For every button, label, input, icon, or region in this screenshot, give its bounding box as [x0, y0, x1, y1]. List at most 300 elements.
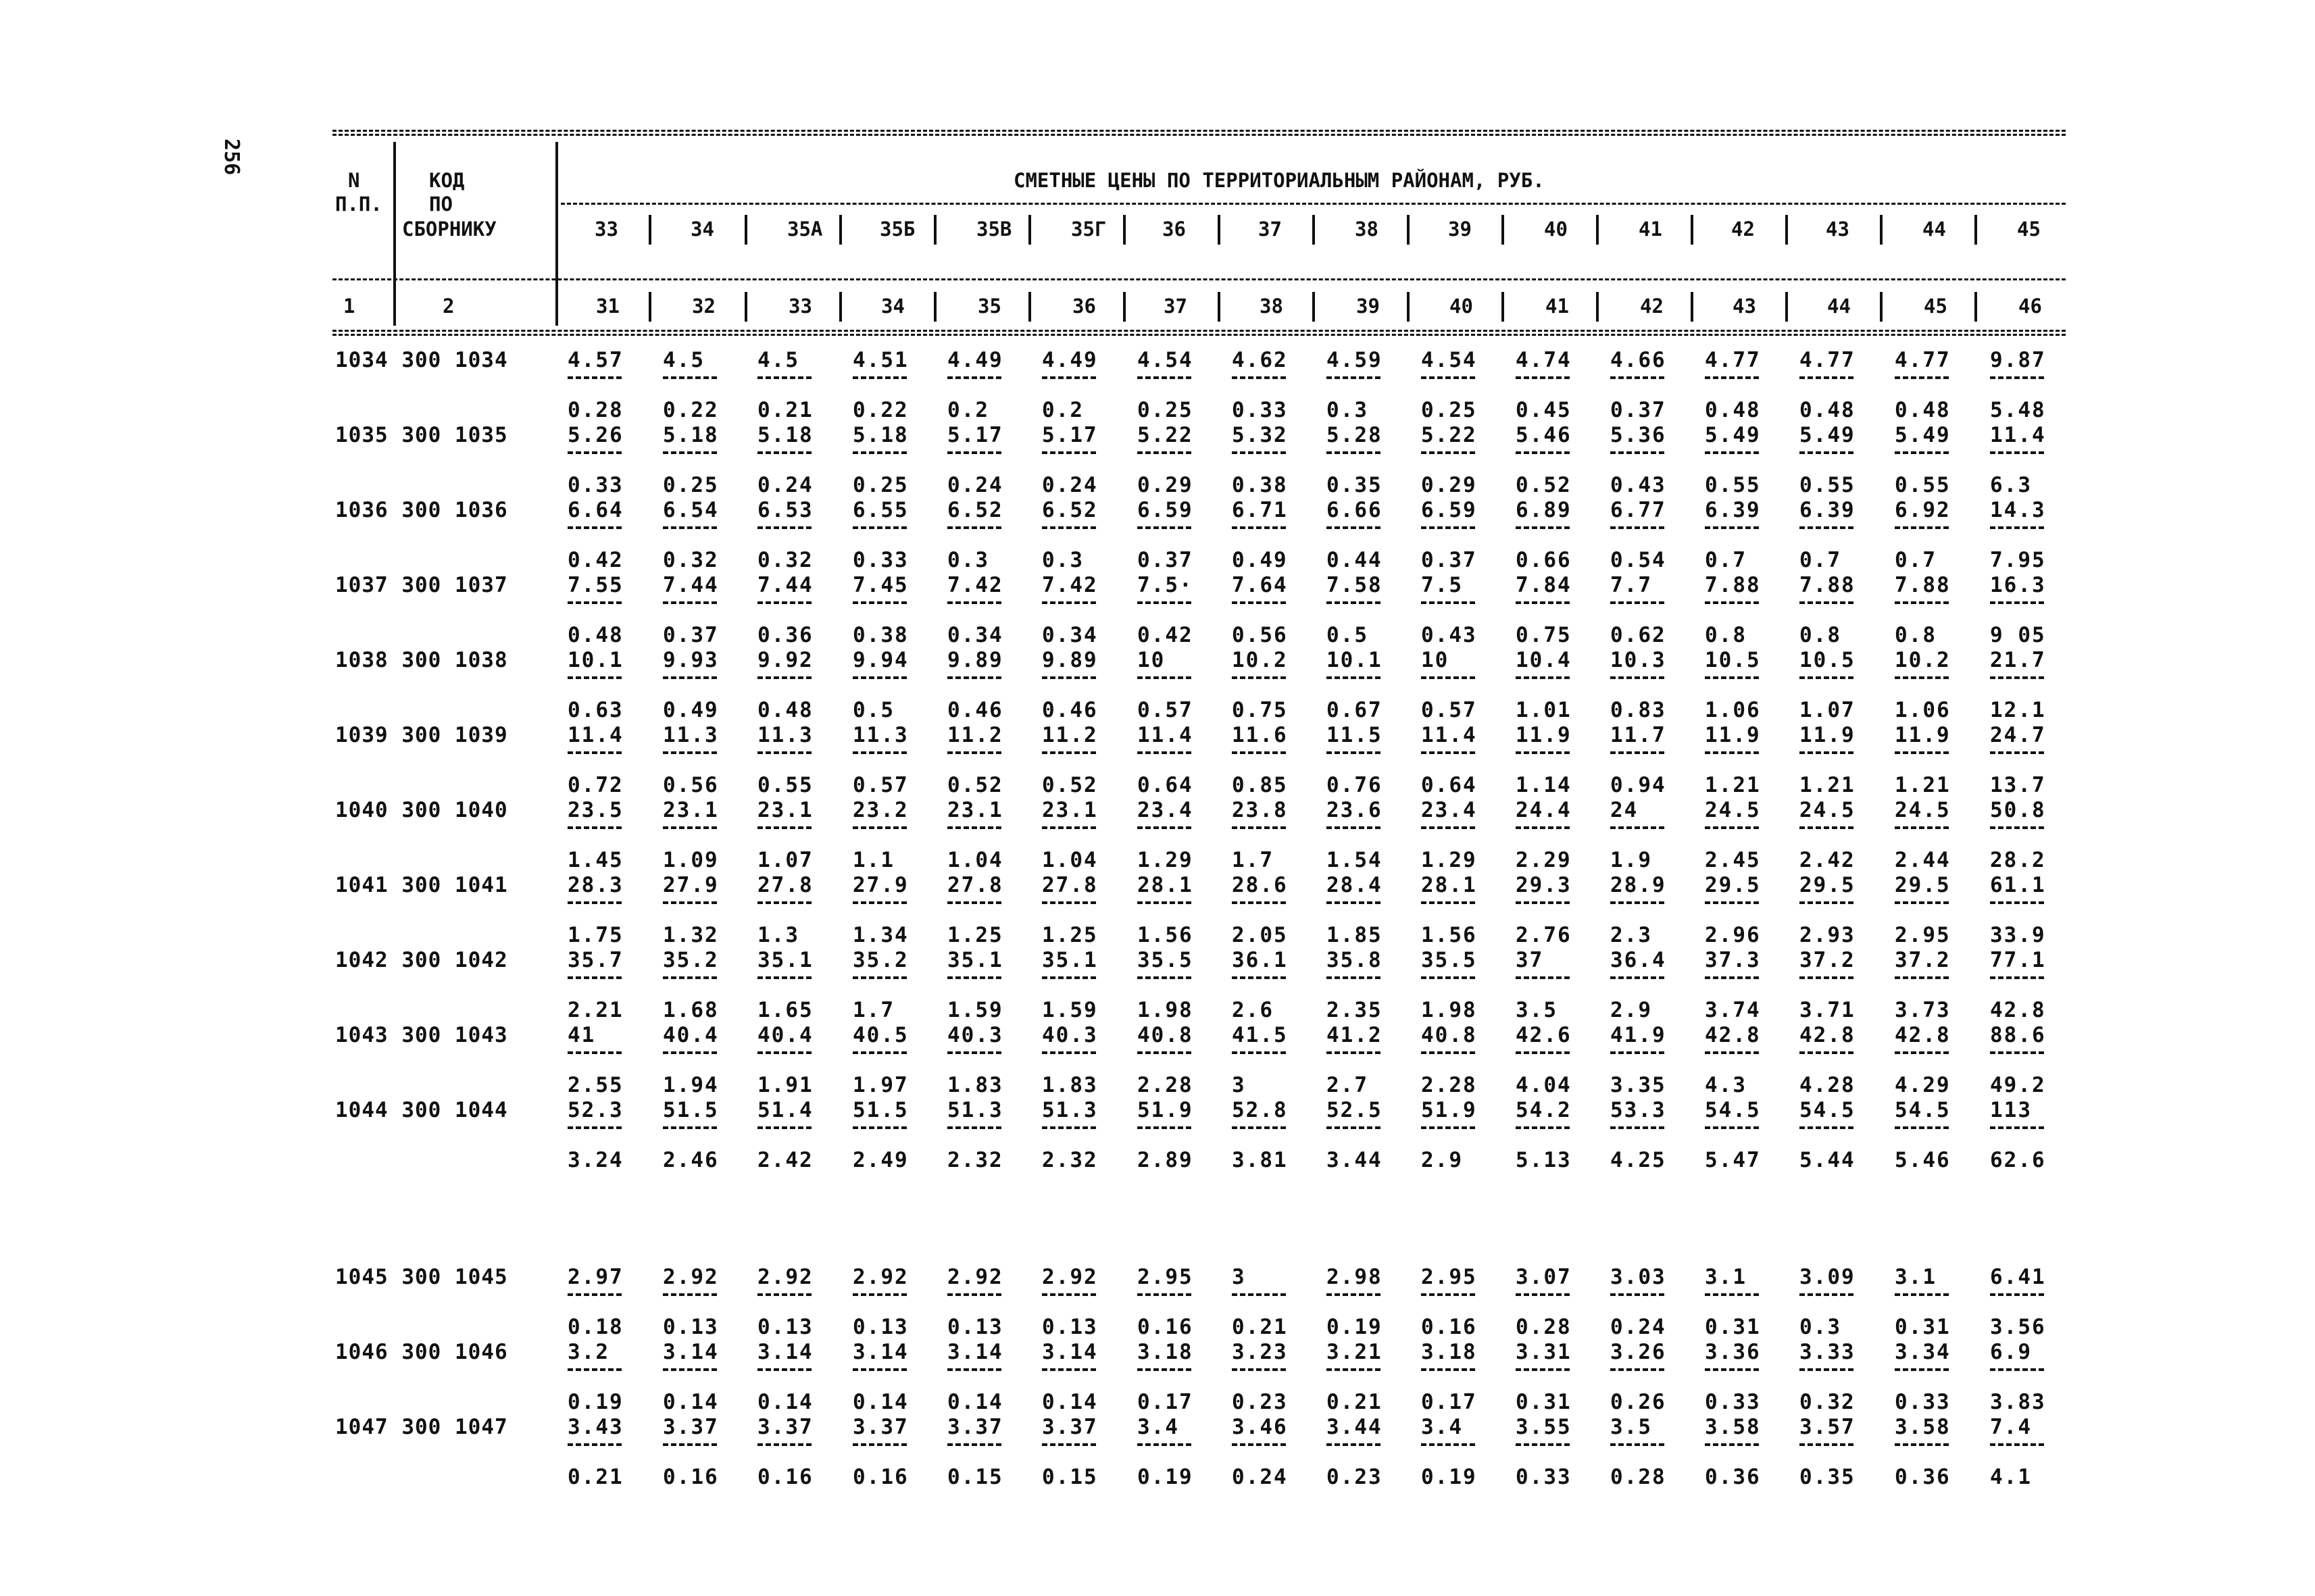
fraction-rule — [1705, 1051, 1759, 1054]
price-cell: 1.85 — [1326, 923, 1383, 947]
price-cell: 35.1 — [1042, 948, 1098, 972]
price-cell: 51.9 — [1421, 1098, 1477, 1122]
region-divider — [1974, 215, 1977, 245]
row-code: 1036 300 1036 — [335, 498, 508, 522]
price-cell: 11.4 — [568, 723, 624, 747]
price-cell: 0.7 — [1895, 548, 1937, 572]
price-cell: 2.3 — [1610, 923, 1652, 947]
price-cell: 2.35 — [1326, 998, 1383, 1022]
price-cell: 4.74 — [1516, 348, 1572, 372]
price-cell: 11.4 — [1990, 423, 2046, 447]
fraction-rule — [1799, 1443, 1853, 1446]
price-cell: 113 — [1990, 1098, 2032, 1122]
price-cell: 9.92 — [757, 648, 814, 672]
row-code: 1038 300 1038 — [335, 648, 508, 672]
price-cell: 11.2 — [947, 723, 1003, 747]
fraction-rule — [853, 1126, 907, 1129]
price-cell: 0.7 — [1705, 548, 1747, 572]
price-cell: 7.5· — [1137, 573, 1193, 597]
npp-header-bottom: П.П. — [335, 193, 382, 216]
price-cell: 0.24 — [1232, 1465, 1288, 1489]
fraction-rule — [663, 376, 717, 379]
column-number-divider — [1123, 292, 1126, 322]
row-code: 1037 300 1037 — [335, 573, 508, 597]
price-cell: 3.09 — [1799, 1265, 1856, 1289]
price-cell: 88.6 — [1990, 1023, 2046, 1047]
price-cell: 0.64 — [1137, 773, 1193, 797]
fraction-rule — [1799, 1126, 1853, 1129]
price-cell: 61.1 — [1990, 873, 2046, 897]
price-cell: 2.29 — [1516, 848, 1572, 872]
price-cell: 0.76 — [1326, 773, 1383, 797]
price-cell: 10 — [1137, 648, 1166, 672]
region-header-5: 35В — [976, 218, 1012, 241]
price-cell: 0.49 — [663, 698, 719, 722]
price-cell: 0.24 — [757, 473, 814, 497]
price-cell: 0.2 — [1042, 398, 1084, 422]
fraction-rule — [1705, 451, 1759, 454]
price-cell: 2.45 — [1705, 848, 1761, 872]
fraction-rule — [1895, 601, 1949, 604]
fraction-rule — [568, 376, 622, 379]
fraction-rule — [1895, 976, 1949, 979]
price-cell: 5.49 — [1705, 423, 1761, 447]
price-cell: 54.2 — [1516, 1098, 1572, 1122]
price-cell: 4.57 — [568, 348, 624, 372]
divider-code — [555, 142, 558, 326]
price-cell: 23.4 — [1421, 798, 1477, 822]
price-cell: 0.28 — [1610, 1465, 1666, 1489]
price-cell: 0.64 — [1421, 773, 1477, 797]
fraction-rule — [1042, 1126, 1096, 1129]
price-cell: 0.35 — [1326, 473, 1383, 497]
price-cell: 1.54 — [1326, 848, 1383, 872]
code-header-line-2: ПО — [429, 193, 453, 216]
price-cell: 1.68 — [663, 998, 719, 1022]
fraction-rule — [568, 451, 622, 454]
price-cell: 10.1 — [568, 648, 624, 672]
fraction-rule — [1705, 1368, 1759, 1371]
price-cell: 42.8 — [1799, 1023, 1856, 1047]
fraction-rule — [1326, 376, 1380, 379]
fraction-rule — [1895, 1368, 1949, 1371]
fraction-rule — [1421, 376, 1475, 379]
fraction-rule — [1421, 451, 1475, 454]
price-cell: 3.37 — [853, 1415, 909, 1439]
fraction-rule — [947, 751, 1001, 754]
fraction-rule — [947, 1293, 1001, 1296]
price-cell: 7.64 — [1232, 573, 1288, 597]
price-cell: 0.33 — [1232, 398, 1288, 422]
fraction-rule — [1610, 1051, 1664, 1054]
fraction-rule — [1799, 976, 1853, 979]
fraction-rule — [853, 1443, 907, 1446]
fraction-rule — [947, 451, 1001, 454]
fraction-rule — [663, 526, 717, 529]
fraction-rule — [1137, 1293, 1191, 1296]
region-divider — [1407, 215, 1410, 245]
fraction-rule — [1137, 451, 1191, 454]
price-cell: 7.84 — [1516, 573, 1572, 597]
price-cell: 2.28 — [1137, 1073, 1193, 1097]
price-cell: 24.5 — [1705, 798, 1761, 822]
price-cell: 0.48 — [568, 623, 624, 647]
fraction-rule — [853, 676, 907, 679]
price-cell: 0.52 — [947, 773, 1003, 797]
column-number-15: 45 — [1924, 295, 1947, 318]
price-cell: 2.42 — [1799, 848, 1856, 872]
fraction-rule — [1705, 1293, 1759, 1296]
fraction-rule — [1137, 601, 1191, 604]
fraction-rule — [1421, 1051, 1475, 1054]
price-cell: 5.18 — [853, 423, 909, 447]
price-cell: 11.9 — [1516, 723, 1572, 747]
fraction-rule — [663, 676, 717, 679]
price-cell: 0.56 — [1232, 623, 1288, 647]
price-cell: 4.28 — [1799, 1073, 1856, 1097]
price-cell: 0.52 — [1042, 773, 1098, 797]
fraction-rule — [1705, 751, 1759, 754]
region-header-13: 42 — [1731, 218, 1755, 241]
price-cell: 23.1 — [947, 798, 1003, 822]
price-cell: 1.07 — [1799, 698, 1856, 722]
price-cell: 0.36 — [757, 623, 814, 647]
column-number-2: 32 — [692, 295, 716, 318]
fraction-rule — [568, 826, 622, 829]
fraction-rule — [757, 751, 812, 754]
price-cell: 0.57 — [853, 773, 909, 797]
price-cell: 0.66 — [1516, 548, 1572, 572]
price-cell: 42.8 — [1895, 1023, 1951, 1047]
fraction-rule — [1516, 526, 1570, 529]
fraction-rule — [1516, 976, 1570, 979]
region-divider — [1880, 215, 1883, 245]
price-cell: 0.13 — [853, 1315, 909, 1339]
price-cell: 2.21 — [568, 998, 624, 1022]
price-cell: 5.46 — [1516, 423, 1572, 447]
price-cell: 3.07 — [1516, 1265, 1572, 1289]
price-cell: 3.14 — [1042, 1340, 1098, 1364]
price-cell: 1.09 — [663, 848, 719, 872]
price-cell: 4.49 — [947, 348, 1003, 372]
price-cell: 51.3 — [947, 1098, 1003, 1122]
price-cell: 23.4 — [1137, 798, 1193, 822]
price-cell: 2.96 — [1705, 923, 1761, 947]
price-cell: 4.77 — [1799, 348, 1856, 372]
price-cell: 4.59 — [1326, 348, 1383, 372]
price-cell: 0.75 — [1232, 698, 1288, 722]
price-cell: 1.56 — [1137, 923, 1193, 947]
price-cell: 0.37 — [1137, 548, 1193, 572]
region-divider — [1501, 215, 1504, 245]
fraction-rule — [1895, 376, 1949, 379]
price-cell: 23.1 — [1042, 798, 1098, 822]
price-cell: 28.2 — [1990, 848, 2046, 872]
price-cell: 0.26 — [1610, 1390, 1666, 1414]
price-cell: 0.42 — [1137, 623, 1193, 647]
title-rule — [561, 203, 2066, 205]
fraction-rule — [1137, 1443, 1191, 1446]
price-cell: 5.48 — [1990, 398, 2046, 422]
fraction-rule — [663, 976, 717, 979]
price-cell: 6.89 — [1516, 498, 1572, 522]
price-cell: 2.92 — [663, 1265, 719, 1289]
price-cell: 1.7 — [1232, 848, 1274, 872]
fraction-rule — [568, 601, 622, 604]
fraction-rule — [947, 901, 1001, 904]
price-cell: 0.33 — [568, 473, 624, 497]
fraction-rule — [568, 1368, 622, 1371]
fraction-rule — [947, 976, 1001, 979]
fraction-rule — [1326, 526, 1380, 529]
price-cell: 2.92 — [947, 1265, 1003, 1289]
price-cell: 37.2 — [1799, 948, 1856, 972]
price-cell: 3 — [1232, 1073, 1246, 1097]
fraction-rule — [1326, 1293, 1380, 1296]
price-cell: 3.21 — [1326, 1340, 1383, 1364]
price-cell: 51.3 — [1042, 1098, 1098, 1122]
fraction-rule — [1137, 1126, 1191, 1129]
price-cell: 0.72 — [568, 773, 624, 797]
price-cell: 0.19 — [568, 1390, 624, 1414]
price-cell: 3.26 — [1610, 1340, 1666, 1364]
fraction-rule — [757, 1126, 812, 1129]
fraction-rule — [1232, 901, 1286, 904]
price-cell: 21.7 — [1990, 648, 2046, 672]
price-cell: 0.55 — [757, 773, 814, 797]
price-cell: 3.1 — [1895, 1265, 1937, 1289]
price-cell: 37 — [1516, 948, 1544, 972]
price-cell: 9.87 — [1990, 348, 2046, 372]
fraction-rule — [1799, 1293, 1853, 1296]
price-cell: 0.15 — [1042, 1465, 1098, 1489]
price-cell: 24.4 — [1516, 798, 1572, 822]
price-cell: 2.98 — [1326, 1265, 1383, 1289]
price-cell: 62.6 — [1990, 1148, 2046, 1172]
region-header-8: 37 — [1258, 218, 1282, 241]
price-cell: 1.94 — [663, 1073, 719, 1097]
price-cell: 10.2 — [1232, 648, 1288, 672]
row-code: 1043 300 1043 — [335, 1023, 508, 1047]
price-cell: 10.5 — [1799, 648, 1856, 672]
price-cell: 2.28 — [1421, 1073, 1477, 1097]
price-cell: 11.4 — [1137, 723, 1193, 747]
fraction-rule — [1705, 1126, 1759, 1129]
price-cell: 28.4 — [1326, 873, 1383, 897]
region-header-15: 44 — [1922, 218, 1946, 241]
column-number-divider — [1974, 292, 1977, 322]
price-cell: 35.8 — [1326, 948, 1383, 972]
fraction-rule — [1705, 601, 1759, 604]
price-cell: 0.44 — [1326, 548, 1383, 572]
fraction-rule — [1421, 826, 1475, 829]
price-cell: 0.24 — [1610, 1315, 1666, 1339]
price-cell: 41.5 — [1232, 1023, 1288, 1047]
fraction-rule — [1705, 901, 1759, 904]
price-cell: 2.46 — [663, 1148, 719, 1172]
price-cell: 5.47 — [1705, 1148, 1761, 1172]
price-cell: 3.56 — [1990, 1315, 2046, 1339]
price-cell: 7.42 — [947, 573, 1003, 597]
price-cell: 0.22 — [663, 398, 719, 422]
price-cell: 0.94 — [1610, 773, 1666, 797]
column-number-7: 37 — [1164, 295, 1187, 318]
price-cell: 35.7 — [568, 948, 624, 972]
price-cell: 1.25 — [1042, 923, 1098, 947]
column-number-divider — [649, 292, 651, 322]
price-cell: 4.62 — [1232, 348, 1288, 372]
price-cell: 0.49 — [1232, 548, 1288, 572]
fraction-rule — [663, 1293, 717, 1296]
fraction-rule — [1895, 1051, 1949, 1054]
price-cell: 1.59 — [1042, 998, 1098, 1022]
price-cell: 7.4 — [1990, 1415, 2032, 1439]
fraction-rule — [1137, 901, 1191, 904]
price-cell: 29.5 — [1895, 873, 1951, 897]
fraction-rule — [1990, 901, 2044, 904]
fraction-rule — [1326, 976, 1380, 979]
price-cell: 3.31 — [1516, 1340, 1572, 1364]
price-cell: 0.13 — [757, 1315, 814, 1339]
price-cell: 23.6 — [1326, 798, 1383, 822]
fraction-rule — [1232, 601, 1286, 604]
price-cell: 3.24 — [568, 1148, 624, 1172]
price-cell: 40.8 — [1421, 1023, 1477, 1047]
price-cell: 0.34 — [947, 623, 1003, 647]
price-cell: 3.23 — [1232, 1340, 1288, 1364]
fraction-rule — [663, 451, 717, 454]
price-cell: 6.64 — [568, 498, 624, 522]
price-cell: 0.56 — [663, 773, 719, 797]
price-cell: 3.5 — [1610, 1415, 1652, 1439]
fraction-rule — [1232, 751, 1286, 754]
price-cell: 1.06 — [1895, 698, 1951, 722]
price-cell: 0.17 — [1137, 1390, 1193, 1414]
fraction-rule — [1137, 751, 1191, 754]
price-cell: 3.37 — [1042, 1415, 1098, 1439]
fraction-rule — [757, 1368, 812, 1371]
price-cell: 0.3 — [1042, 548, 1084, 572]
price-cell: 7.45 — [853, 573, 909, 597]
fraction-rule — [1799, 676, 1853, 679]
price-cell: 1.04 — [1042, 848, 1098, 872]
price-cell: 1.25 — [947, 923, 1003, 947]
price-cell: 16.3 — [1990, 573, 2046, 597]
price-cell: 10.1 — [1326, 648, 1383, 672]
fraction-rule — [663, 1443, 717, 1446]
price-cell: 0.57 — [1137, 698, 1193, 722]
price-cell: 3.58 — [1895, 1415, 1951, 1439]
row-code: 1041 300 1041 — [335, 873, 508, 897]
price-cell: 42.8 — [1990, 998, 2046, 1022]
fraction-rule — [1705, 1443, 1759, 1446]
price-cell: 28.9 — [1610, 873, 1666, 897]
price-cell: 11.3 — [853, 723, 909, 747]
fraction-rule — [1326, 601, 1380, 604]
price-cell: 7.7 — [1610, 573, 1652, 597]
fraction-rule — [1990, 826, 2044, 829]
price-cell: 0.31 — [1705, 1315, 1761, 1339]
price-cell: 0.33 — [1895, 1390, 1951, 1414]
fraction-rule — [1610, 1126, 1664, 1129]
price-cell: 1.56 — [1421, 923, 1477, 947]
price-cell: 1.75 — [568, 923, 624, 947]
price-cell: 0.22 — [853, 398, 909, 422]
price-cell: 5.13 — [1516, 1148, 1572, 1172]
fraction-rule — [1990, 601, 2044, 604]
row-code: 1047 300 1047 — [335, 1415, 508, 1439]
price-cell: 2.9 — [1610, 998, 1652, 1022]
price-cell: 6.59 — [1421, 498, 1477, 522]
price-cell: 28.6 — [1232, 873, 1288, 897]
region-divider — [1785, 215, 1788, 245]
price-cell: 2.05 — [1232, 923, 1288, 947]
price-cell: 6.77 — [1610, 498, 1666, 522]
price-cell: 3.57 — [1799, 1415, 1856, 1439]
fraction-rule — [1421, 751, 1475, 754]
price-cell: 12.1 — [1990, 698, 2046, 722]
price-cell: 1.3 — [757, 923, 799, 947]
fraction-rule — [1042, 1368, 1096, 1371]
column-number-16: 46 — [2018, 295, 2042, 318]
fraction-rule — [568, 1051, 622, 1054]
price-cell: 3.74 — [1705, 998, 1761, 1022]
fraction-rule — [757, 826, 812, 829]
price-cell: 4.54 — [1137, 348, 1193, 372]
price-cell: 1.29 — [1137, 848, 1193, 872]
price-cell: 0.85 — [1232, 773, 1288, 797]
price-cell: 4.49 — [1042, 348, 1098, 372]
price-cell: 29.5 — [1799, 873, 1856, 897]
region-divider — [1596, 215, 1599, 245]
price-cell: 5.32 — [1232, 423, 1288, 447]
row-code: 1046 300 1046 — [335, 1340, 508, 1364]
price-cell: 0.19 — [1326, 1315, 1383, 1339]
price-cell: 52.5 — [1326, 1098, 1383, 1122]
fraction-rule — [1516, 376, 1570, 379]
price-cell: 49.2 — [1990, 1073, 2046, 1097]
price-cell: 0.57 — [1421, 698, 1477, 722]
price-cell: 1.1 — [853, 848, 895, 872]
fraction-rule — [1990, 1126, 2044, 1129]
region-divider — [934, 215, 937, 245]
price-cell: 11.9 — [1799, 723, 1856, 747]
price-cell: 1.06 — [1705, 698, 1761, 722]
price-cell: 3.44 — [1326, 1415, 1383, 1439]
row-code: 1035 300 1035 — [335, 423, 508, 447]
price-cell: 0.38 — [853, 623, 909, 647]
fraction-rule — [1610, 526, 1664, 529]
fraction-rule — [1990, 1368, 2044, 1371]
price-cell: 0.35 — [1799, 1465, 1856, 1489]
price-cell: 6.55 — [853, 498, 909, 522]
price-cell: 40.3 — [947, 1023, 1003, 1047]
fraction-rule — [1705, 976, 1759, 979]
price-cell: 36.4 — [1610, 948, 1666, 972]
fraction-rule — [1421, 676, 1475, 679]
price-cell: 10.5 — [1705, 648, 1761, 672]
fraction-rule — [1232, 826, 1286, 829]
price-cell: 24.5 — [1895, 798, 1951, 822]
price-cell: 42.6 — [1516, 1023, 1572, 1047]
price-cell: 3.14 — [853, 1340, 909, 1364]
price-cell: 2.92 — [1042, 1265, 1098, 1289]
region-divider — [1218, 215, 1220, 245]
price-cell: 2.89 — [1137, 1148, 1193, 1172]
price-cell: 0.25 — [1421, 398, 1477, 422]
price-cell: 0.48 — [757, 698, 814, 722]
price-cell: 0.42 — [568, 548, 624, 572]
